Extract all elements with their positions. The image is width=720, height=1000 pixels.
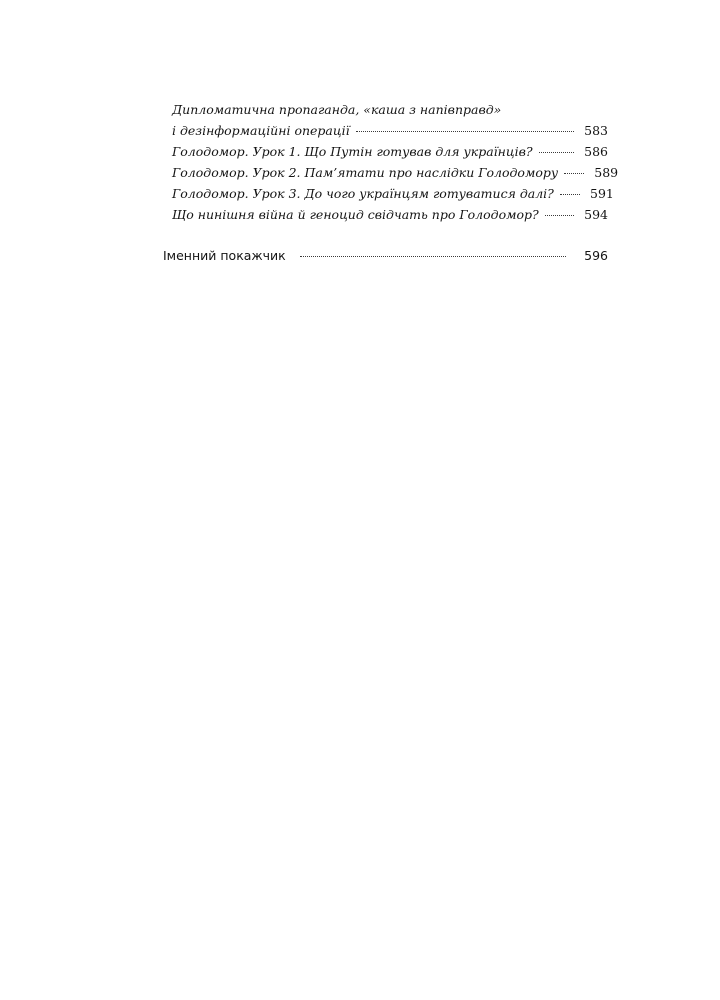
toc-entry-page-number: 586	[584, 144, 608, 159]
toc-index-title: Іменний покажчик	[163, 248, 286, 263]
toc-entry	[172, 204, 608, 225]
toc-entry	[172, 183, 614, 204]
toc-index-page-number: 596	[584, 248, 608, 263]
toc-entry-title: Голодомор. Урок 2. Пам’ятати про наслідки Голодомору	[172, 165, 559, 180]
toc-entry-line	[172, 120, 608, 141]
toc-entry-title: Що нинішня війна й геноцид свідчать про Голодомор?	[172, 207, 539, 222]
toc-entry	[172, 99, 608, 141]
toc-entry-title-line1: Дипломатична пропаганда, «каша з напівправд»	[172, 102, 502, 117]
toc-subsection-list	[172, 99, 619, 225]
toc-index-entry	[163, 245, 608, 266]
dot-leader	[545, 215, 574, 216]
toc-entry-title: Голодомор. Урок 1. Що Путін готував для українців?	[172, 144, 533, 159]
dot-leader	[539, 152, 574, 153]
dot-leader	[560, 194, 580, 195]
dot-leader	[356, 131, 574, 132]
toc-entry	[172, 162, 619, 183]
toc-entry-title: Голодомор. Урок 3. До чого українцям готуватися далі?	[172, 186, 554, 201]
toc-entry-page-number: 594	[584, 207, 608, 222]
toc-entry-page-number: 583	[584, 123, 608, 138]
dot-leader	[300, 256, 566, 257]
toc-entry-page-number: 589	[594, 165, 619, 180]
toc-entry-title: і дезінформаційні операції	[172, 123, 350, 138]
dot-leader	[564, 173, 584, 174]
toc-entry-page-number: 591	[590, 186, 614, 201]
toc-entry	[172, 141, 608, 162]
